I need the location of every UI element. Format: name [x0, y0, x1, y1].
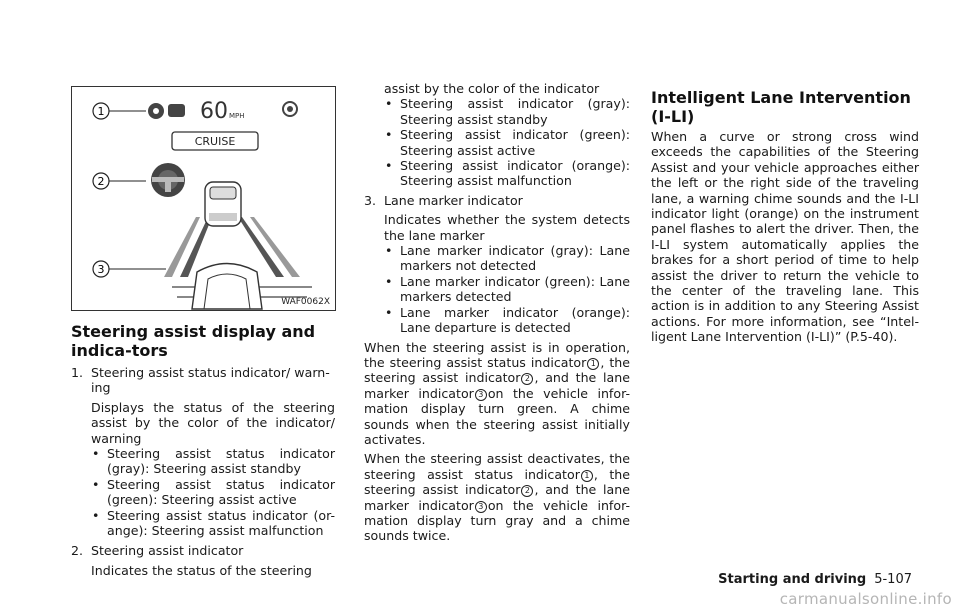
speed-value: 60 [200, 99, 228, 124]
steering-status-icon [148, 103, 164, 119]
left-column [71, 322, 335, 578]
item-2-description-cont: assist by the color of the indicator [384, 81, 600, 96]
svg-text:2: 2 [97, 175, 105, 188]
section-heading: Steering assist display and indica-tors [71, 322, 316, 360]
item-3-description: Indicates whether the system detects the lane marker [384, 212, 630, 243]
item-1-title: Steering assist status indicator/ warn-ing [91, 365, 330, 396]
list-item-2: 2. Steering assist indicator [71, 543, 244, 559]
lead-car-icon [205, 182, 241, 226]
list-item: • Steering assist indicator (orange): Steering assist malfunction [364, 158, 630, 189]
list-item: • Steering assist indicator (gray): Steering assist standby [364, 96, 630, 127]
paragraph-deactivation: When the steering assist deactivates, the steering assist status indicator 1 , the steering assist indicator 2 , and the lane marker indicator 3 on the vehicle infor-mation display turn gray and a chime sounds twice. [364, 451, 630, 544]
callout-3-icon: 3 [475, 501, 487, 513]
propilot-icon [283, 102, 297, 116]
page-footer [718, 572, 912, 587]
list-item: • Steering assist status indicator (green): Steering assist active [71, 477, 335, 508]
own-car-icon [192, 264, 262, 310]
list-item: • Lane marker indicator (gray): Lane markers not detected [364, 243, 630, 274]
right-column [651, 88, 919, 345]
steering-wheel-icon [151, 163, 185, 197]
callout-1 [93, 103, 146, 119]
page-number: 5-107 [874, 572, 912, 587]
speed-unit: MPH [229, 112, 245, 120]
list-item: • Lane marker indicator (orange): Lane departure is detected [364, 305, 630, 336]
paragraph-operation: When the steering assist is in operation, the steering assist status indicator 1 , the steering assist indicator 2 , and the lane marker indicator 3 on the vehicle infor-mation display turn green. A chime sounds when the steering assist initially activates. [364, 339, 630, 447]
list-item-3: 3. Lane marker indicator [364, 192, 523, 208]
steering-assist-figure [71, 86, 336, 311]
cluster-illustration [72, 87, 335, 310]
list-item-1: 1. Steering assist status indicator/ warn-ing [71, 365, 330, 396]
item-3-title: Lane marker indicator [384, 192, 523, 208]
ili-body: When a curve or strong cross wind exceeds the capabilities of the Steering Assist and your vehicle approaches either the left or the right side of the traveling lane, a warning chime sounds and the I-LI indicator light (orange) on the instrument panel flashes to alert the driver. Then, the I-LI system automatically applies the brakes for a short period of time to help assist the driver to return the vehicle to the center of the traveling lane. This action is in addition to any Steering Assist actions. For more information, see “Intel-ligent Lane Intervention (I-LI)” (P.5-40). [651, 129, 919, 345]
car-ahead-icon [168, 104, 185, 117]
item-2-description: Indicates the status of the steering [91, 562, 312, 578]
footer-section: Starting and driving [718, 572, 867, 587]
svg-text:3: 3 [97, 263, 105, 276]
list-item: • Steering assist indicator (green): Steering assist active [364, 127, 630, 158]
item-2-title: Steering assist indicator [91, 543, 244, 559]
watermark: carmanualsonline.info [779, 590, 952, 608]
item-1-description: Displays the status of the steering assist by the color of the indicator/ warning [91, 399, 335, 446]
callout-1-icon: 1 [581, 470, 593, 482]
middle-column [364, 81, 630, 544]
callout-2-icon: 2 [521, 485, 533, 497]
section-heading: Intelligent Lane Intervention (I-LI) [651, 88, 911, 126]
list-item: • Steering assist status indicator (gray): Steering assist standby [71, 446, 335, 477]
callout-2-icon: 2 [521, 373, 533, 385]
figure-code: WAF0062X [281, 297, 330, 307]
callout-3-icon: 3 [475, 389, 487, 401]
list-item: • Steering assist status indicator (or-ange): Steering assist malfunction [71, 508, 335, 539]
svg-text:1: 1 [97, 105, 105, 118]
list-item: • Lane marker indicator (green): Lane markers detected [364, 274, 630, 305]
cruise-label: CRUISE [194, 135, 236, 148]
callout-2 [93, 173, 146, 189]
callout-3 [93, 261, 166, 277]
callout-1-icon: 1 [587, 358, 599, 370]
